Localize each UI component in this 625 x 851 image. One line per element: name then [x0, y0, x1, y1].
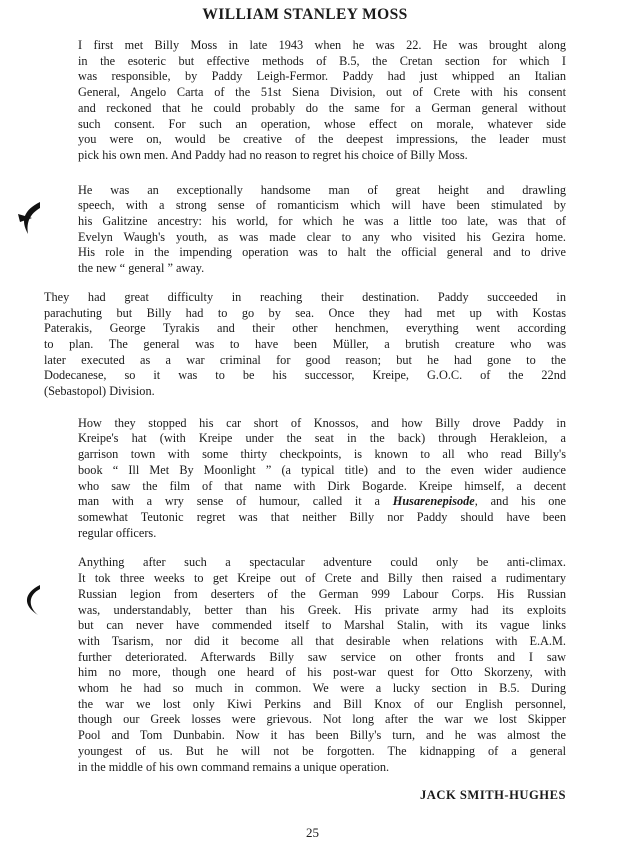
paragraph-line: regular officers.: [78, 525, 157, 540]
paragraph-line: you were on, would be creative of the deepest impressions, the leader must: [78, 132, 566, 147]
author-signature: JACK SMITH-HUGHES: [420, 788, 566, 803]
paragraph-line: He was an exceptionally handsome man of great height and drawling: [78, 182, 566, 197]
paragraph-line: How they stopped his car short of Knossos, and how Billy drove Paddy in: [78, 415, 566, 430]
paragraph-4: [44, 416, 566, 542]
paragraph-line: It tok three weeks to get Kreipe out of Crete and Billy then raised a rudimentary: [78, 571, 566, 586]
paragraph-line: speech, with a strong sense of romanticism which will have been stimulated by: [78, 198, 566, 213]
paragraph-line: garrison town with some thirty checkpoints, is known to all who read Billy's: [78, 447, 566, 462]
paragraph-line: youngest of us. But he will not be forgotten. The kidnapping of a general: [78, 743, 566, 758]
paragraph-line: General, Angelo Carta of the 51st Siena Division, out of Crete with his consent: [78, 85, 566, 100]
paragraph-line: in the esoteric but effective methods of B.5, the Cretan section for which I: [78, 53, 566, 68]
document-page: [44, 6, 566, 803]
paragraph-2: [44, 183, 566, 277]
paragraph-line: whom he had so much in common. We were a lucky section in B.5. During: [78, 681, 566, 696]
paragraph-line: his Galitzine ancestry: his world, for which he was a little too late, was that of: [78, 214, 566, 229]
page-title: WILLIAM STANLEY MOSS: [202, 6, 408, 23]
paragraph-line: to plan. The general was to have been Müller, a brutish creature who was: [44, 336, 566, 351]
paragraph-line: Pool and Tom Dunbabin. Now it has been Billy's turn, and he was almost the: [78, 728, 566, 743]
paragraph-line: Paterakis, George Tyrakis and their other henchmen, everything went according: [44, 321, 566, 336]
paragraph-line: (Sebastopol) Division.: [44, 384, 155, 399]
paragraph-line: him no more, though one heard of his post-war quest for Otto Skorzeny, with: [78, 665, 566, 680]
paragraph-line: and reckoned that he could probably do the same for a German general without: [78, 100, 566, 115]
paragraph-line: Kreipe's hat (with Kreipe under the seat in the back) through Herakleion, a: [78, 431, 566, 446]
paragraph-line: with Tsarism, nor did it become all that desirable when relations with E.A.M.: [78, 633, 566, 648]
paragraph-line: but can never have commended itself to Marshal Stalin, with its vague links: [78, 618, 566, 633]
paragraph-line: man with a wry sense of humour, called it a Husarenepisode, and his one: [78, 494, 566, 509]
margin-bracket-mark-upper: [14, 200, 44, 236]
paragraph-5: [44, 555, 566, 775]
paragraph-line: such consent. For such an operation, whose effect on morale, whatever side: [78, 116, 566, 131]
paragraph-line: somewhat Teutonic regret was that neither Billy nor Paddy should have been: [78, 509, 566, 524]
paragraph-line: the new “ general ” away.: [78, 261, 205, 276]
paragraph-line: further deteriorated. Afterwards Billy saw service on other fronts and I saw: [78, 649, 566, 664]
paragraph-line: who saw the film of that name with Dirk Bogarde. Kreipe himself, a decent: [78, 478, 566, 493]
paragraph-line: though our Greek losses were grievous. Not long after the war we lost Skipper: [78, 712, 566, 727]
paragraph-line: Russian legion from deserters of the German 999 Labour Corps. His Russian: [78, 586, 566, 601]
page-number: 25: [306, 825, 319, 840]
paragraph-line: was responsible, by Paddy Leigh-Fermor. Paddy had just whipped an Italian: [78, 69, 566, 84]
paragraph-line: the war we lost only Kiwi Perkins and Bill Knox of our English personnel,: [78, 696, 566, 711]
paragraph-line: parachuting but Billy had to go by sea. Once they had met up with Kostas: [44, 305, 566, 320]
paragraph-3: [44, 290, 566, 400]
paragraph-line: Dodecanese, so it was to be his successor, Kreipe, G.O.C. of the 22nd: [44, 368, 566, 383]
paragraph-line: pick his own men. And Paddy had no reason to regret his choice of Billy Moss.: [78, 147, 468, 162]
paragraph-line: Anything after such a spectacular adventure could only be anti-climax.: [78, 555, 566, 570]
paragraph-line: in the middle of his own command remains a unique operation.: [78, 759, 390, 774]
paragraph-line: book “ Ill Met By Moonlight ” (a typical title) and to the even wider audience: [78, 462, 566, 477]
paragraph-line: I first met Billy Moss in late 1943 when he was 22. He was brought along: [78, 38, 566, 52]
paragraph-1: [44, 38, 566, 164]
paragraph-line: His role in the impending operation was to halt the official general and to drive: [78, 245, 566, 260]
paragraph-line: later executed as a war criminal for good reason; but he had gone to the: [44, 352, 566, 367]
paragraph-line: was, understandably, better than his Greek. His private army had its exploits: [78, 602, 566, 617]
paragraph-line: They had great difficulty in reaching their destination. Paddy succeeded in: [44, 289, 566, 304]
margin-bracket-mark-lower: [18, 583, 44, 617]
paragraph-line: Evelyn Waugh's youth, as was made clear to any who visited his Gezira home.: [78, 229, 566, 244]
